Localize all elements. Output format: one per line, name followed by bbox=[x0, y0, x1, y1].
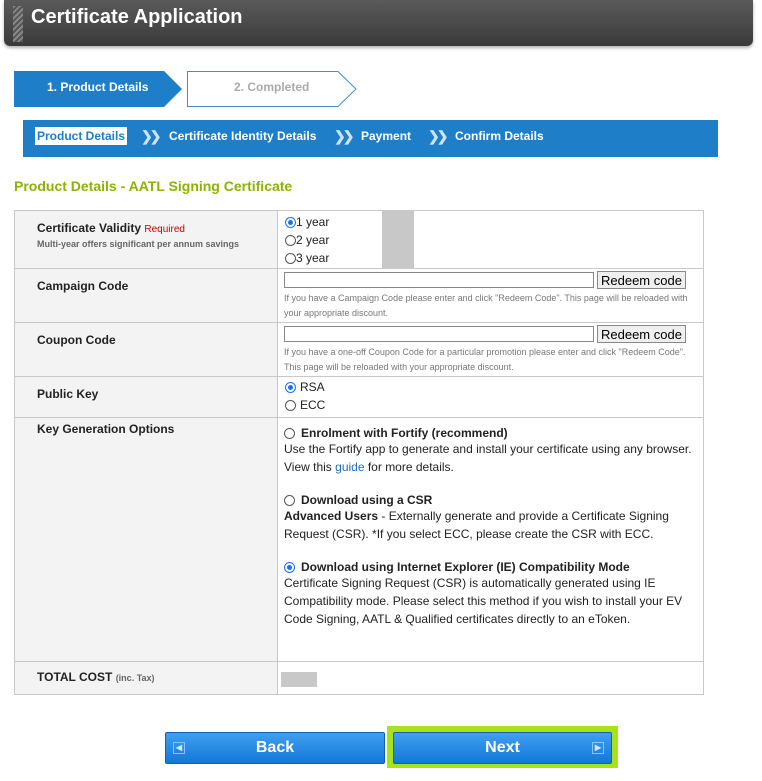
required-tag: Required bbox=[144, 224, 185, 235]
public-key-option-ecc[interactable]: ECC bbox=[285, 396, 703, 414]
chevron-left-icon: ◀ bbox=[173, 742, 185, 754]
product-form bbox=[14, 210, 704, 695]
public-key-label: Public Key bbox=[37, 387, 99, 401]
chevron-right-icon: ▶ bbox=[592, 742, 604, 754]
validity-option-3-year[interactable]: 3 year bbox=[285, 249, 703, 267]
campaign-label-cell bbox=[15, 269, 278, 323]
subnav-confirm-details[interactable]: Confirm Details bbox=[455, 129, 544, 143]
radio-button[interactable] bbox=[285, 382, 296, 393]
public-key-option-rsa[interactable]: RSA bbox=[285, 378, 703, 396]
keygen-option-fortify[interactable]: Enrolment with Fortify (recommend) bbox=[284, 426, 697, 440]
validity-option-1-year[interactable]: 1 year bbox=[285, 213, 703, 231]
fortify-description: Use the Fortify app to generate and install your certificate using any browser. View this guide for more details. bbox=[284, 442, 692, 474]
chevron-right-icon: ❯❯ bbox=[141, 128, 159, 144]
radio-button[interactable] bbox=[284, 562, 295, 573]
csr-description: Advanced Users - Externally generate and provide a Certificate Signing Request (CSR). *If you select ECC, please create the CSR with ECC. bbox=[284, 509, 669, 541]
radio-button[interactable] bbox=[285, 235, 296, 246]
total-label-cell bbox=[15, 662, 278, 695]
next-button[interactable]: Next ▶ bbox=[393, 732, 612, 764]
campaign-code-input[interactable] bbox=[284, 272, 594, 288]
keygen-label: Key Generation Options bbox=[37, 422, 175, 436]
validity-label-cell bbox=[15, 211, 278, 269]
wizard-step-product-details bbox=[14, 71, 182, 107]
radio-button[interactable] bbox=[285, 253, 296, 264]
total-value-cell bbox=[278, 662, 704, 695]
campaign-label: Campaign Code bbox=[37, 279, 129, 293]
subnav-payment[interactable]: Payment bbox=[361, 129, 412, 143]
total-cost-label: TOTAL COST (inc. Tax) bbox=[37, 670, 155, 684]
campaign-redeem-button[interactable]: Redeem code bbox=[597, 271, 686, 289]
campaign-value-cell bbox=[278, 269, 704, 323]
page-title: Certificate Application bbox=[31, 6, 243, 28]
validity-value-cell bbox=[278, 211, 704, 269]
next-button-highlight bbox=[387, 726, 618, 768]
public-key-label-cell bbox=[15, 377, 278, 418]
redacted-total bbox=[281, 672, 317, 687]
guide-link[interactable]: guide bbox=[335, 460, 365, 474]
title-grip bbox=[13, 6, 23, 42]
redacted-price bbox=[382, 211, 414, 268]
coupon-help-text: If you have a one-off Coupon Code for a particular promotion please enter and click "Redeem Code". This page will be reloaded with your appropriate discount. bbox=[284, 347, 686, 372]
validity-subtext: Multi-year offers significant per annum savings bbox=[37, 239, 240, 249]
campaign-help-text: If you have a Campaign Code please enter and click "Redeem Code". This page will be reloaded with your appropriate discount. bbox=[284, 293, 688, 318]
keygen-option-ie[interactable]: Download using Internet Explorer (IE) Compatibility Mode bbox=[284, 560, 697, 574]
coupon-code-input[interactable] bbox=[284, 326, 594, 342]
keygen-value-cell bbox=[278, 418, 704, 662]
radio-button[interactable] bbox=[285, 400, 296, 411]
coupon-redeem-button[interactable]: Redeem code bbox=[597, 325, 686, 343]
chevron-right-icon: ❯❯ bbox=[334, 128, 352, 144]
coupon-label: Coupon Code bbox=[37, 333, 116, 347]
back-button[interactable]: ◀ Back bbox=[165, 732, 385, 764]
radio-button[interactable] bbox=[284, 428, 295, 439]
validity-label: Certificate Validity Required bbox=[37, 221, 185, 235]
coupon-value-cell bbox=[278, 323, 704, 377]
coupon-label-cell bbox=[15, 323, 278, 377]
sub-navigation bbox=[23, 120, 718, 157]
subnav-product-details[interactable]: Product Details bbox=[37, 129, 126, 143]
validity-option-2-year[interactable]: 2 year bbox=[285, 231, 703, 249]
wizard-step-label: 2. Completed bbox=[234, 80, 310, 94]
title-bar bbox=[4, 0, 753, 46]
subnav-certificate-identity[interactable]: Certificate Identity Details bbox=[169, 129, 317, 143]
keygen-option-csr[interactable]: Download using a CSR bbox=[284, 493, 697, 507]
radio-button[interactable] bbox=[285, 217, 296, 228]
public-key-value-cell bbox=[278, 377, 704, 418]
wizard-step-label: 1. Product Details bbox=[47, 80, 149, 94]
section-title: Product Details - AATL Signing Certificate bbox=[14, 178, 293, 194]
radio-button[interactable] bbox=[284, 495, 295, 506]
wizard-step-completed bbox=[187, 71, 357, 107]
chevron-right-icon: ❯❯ bbox=[428, 128, 446, 144]
keygen-label-cell bbox=[15, 418, 278, 662]
ie-description: Certificate Signing Request (CSR) is automatically generated using IE Compatibility mode. Please select this method if you wish to install your EV Code Signing, AATL & Qualified certificates directly to an eToken. bbox=[284, 576, 683, 626]
